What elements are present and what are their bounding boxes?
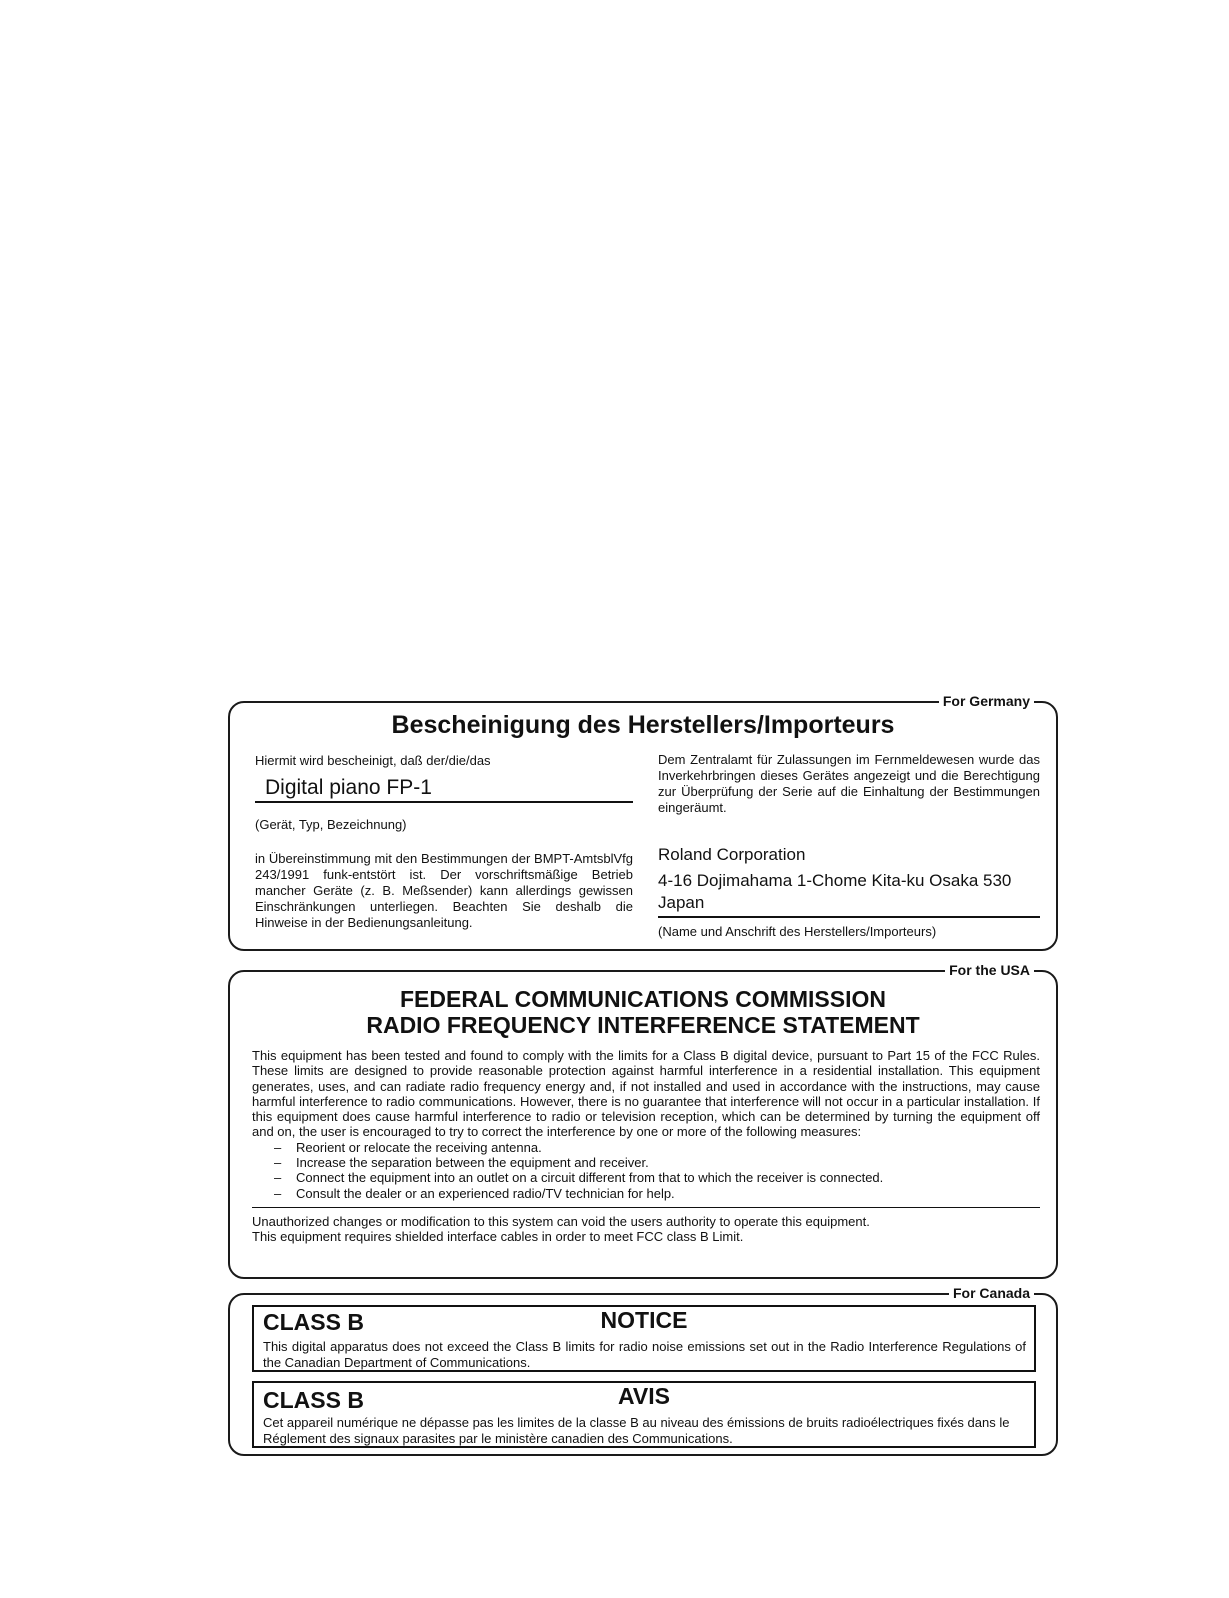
usa-title — [230, 986, 1056, 1038]
germany-company: Roland Corporation — [658, 845, 806, 864]
avis-text: Cet appareil numérique ne dépasse pas les limites de la classe B au niveau des émissions de bruits radioélectriques fixés dans le Réglement des signaux parasites par le ministère canadien des Communications. — [263, 1415, 1010, 1446]
canada-notice-box — [252, 1305, 1036, 1372]
notice-heading: NOTICE — [600, 1307, 688, 1333]
germany-tag: For Germany — [939, 692, 1034, 710]
avis-class-label: CLASS B — [263, 1387, 364, 1413]
usa-title-line2: RADIO FREQUENCY INTERFERENCE STATEMENT — [366, 1012, 920, 1038]
avis-heading: AVIS — [618, 1383, 670, 1409]
germany-title: Bescheinigung des Herstellers/Importeurs — [391, 711, 895, 739]
germany-device-caption: (Gerät, Typ, Bezeichnung) — [255, 817, 407, 832]
usa-measure: – Connect the equipment into an outlet on a circuit different from that to which the receiver is connected. — [274, 1170, 1040, 1185]
usa-footer — [252, 1207, 1040, 1245]
canada-box — [228, 1285, 1058, 1456]
usa-measure: – Consult the dealer or an experienced radio/TV technician for help. — [274, 1186, 1040, 1201]
notice-class-label: CLASS B — [263, 1309, 364, 1335]
germany-right-column — [658, 752, 1040, 940]
usa-fcc-box — [228, 962, 1058, 1279]
germany-certificate-box — [228, 693, 1058, 951]
usa-statement: This equipment has been tested and found to comply with the limits for a Class B digital device, pursuant to Part 15 of the FCC Rules. These limits are designed to provide reasonable protection against harmful interference in a residential installation. This equipment generates, uses, and can radiate radio frequency energy and, if not installed and used in accordance with the instructions, may cause harmful interference to radio communications. However, there is no guarantee that interference will not occur in a particular installation. If this equipment does cause harmful interference to radio or television reception, which can be determined by turning the equipment off and on, the user is encouraged to try to correct the interference by one or more of the following measures: — [252, 1048, 1040, 1140]
usa-measures-list — [252, 1140, 1040, 1201]
canada-avis-box — [252, 1381, 1036, 1448]
usa-measure: – Increase the separation between the equipment and receiver. — [274, 1155, 1040, 1170]
germany-left-column — [255, 753, 633, 931]
germany-intro: Hiermit wird bescheinigt, daß der/die/das — [255, 753, 491, 768]
usa-body — [252, 1048, 1040, 1245]
germany-compliance-text: in Übereinstimmung mit den Bestimmungen der BMPT-AmtsblVfg 243/1991 funk-entstört ist. Der vorschriftsmäßige Betrieb mancher Geräte (z. B. Meßsender) kann allerdings gewissen Einschränkungen unterliegen. Beachten Sie deshalb die Hinweise in der Bedienungsanleitung. — [255, 851, 633, 930]
usa-footer-line1: Unauthorized changes or modification to this system can void the users authority to operate this equipment. — [252, 1213, 870, 1229]
usa-footer-line2: This equipment requires shielded interface cables in order to meet FCC class B Limit. — [252, 1229, 744, 1245]
germany-device-name: Digital piano FP-1 — [255, 775, 633, 803]
usa-measure: – Reorient or relocate the receiving antenna. — [274, 1140, 1040, 1155]
usa-tag: For the USA — [945, 961, 1034, 979]
usa-title-line1: FEDERAL COMMUNICATIONS COMMISSION — [400, 986, 886, 1012]
canada-tag: For Canada — [949, 1284, 1034, 1302]
notice-text: This digital apparatus does not exceed the Class B limits for radio noise emissions set out in the Radio Interference Regulations of the Canadian Department of Communications. — [263, 1339, 1026, 1370]
germany-address-caption: (Name und Anschrift des Herstellers/Importeurs) — [658, 924, 937, 939]
germany-zentralamt-text: Dem Zentralamt für Zulassungen im Fernmeldewesen wurde das Inverkehrbringen dieses Gerätes angezeigt und die Berechtigung zur Überprüfung der Serie auf die Einhaltung der Bestimmungen eingeräumt. — [658, 752, 1040, 815]
germany-address: 4-16 Dojimahama 1-Chome Kita-ku Osaka 530 Japan — [658, 870, 1040, 918]
